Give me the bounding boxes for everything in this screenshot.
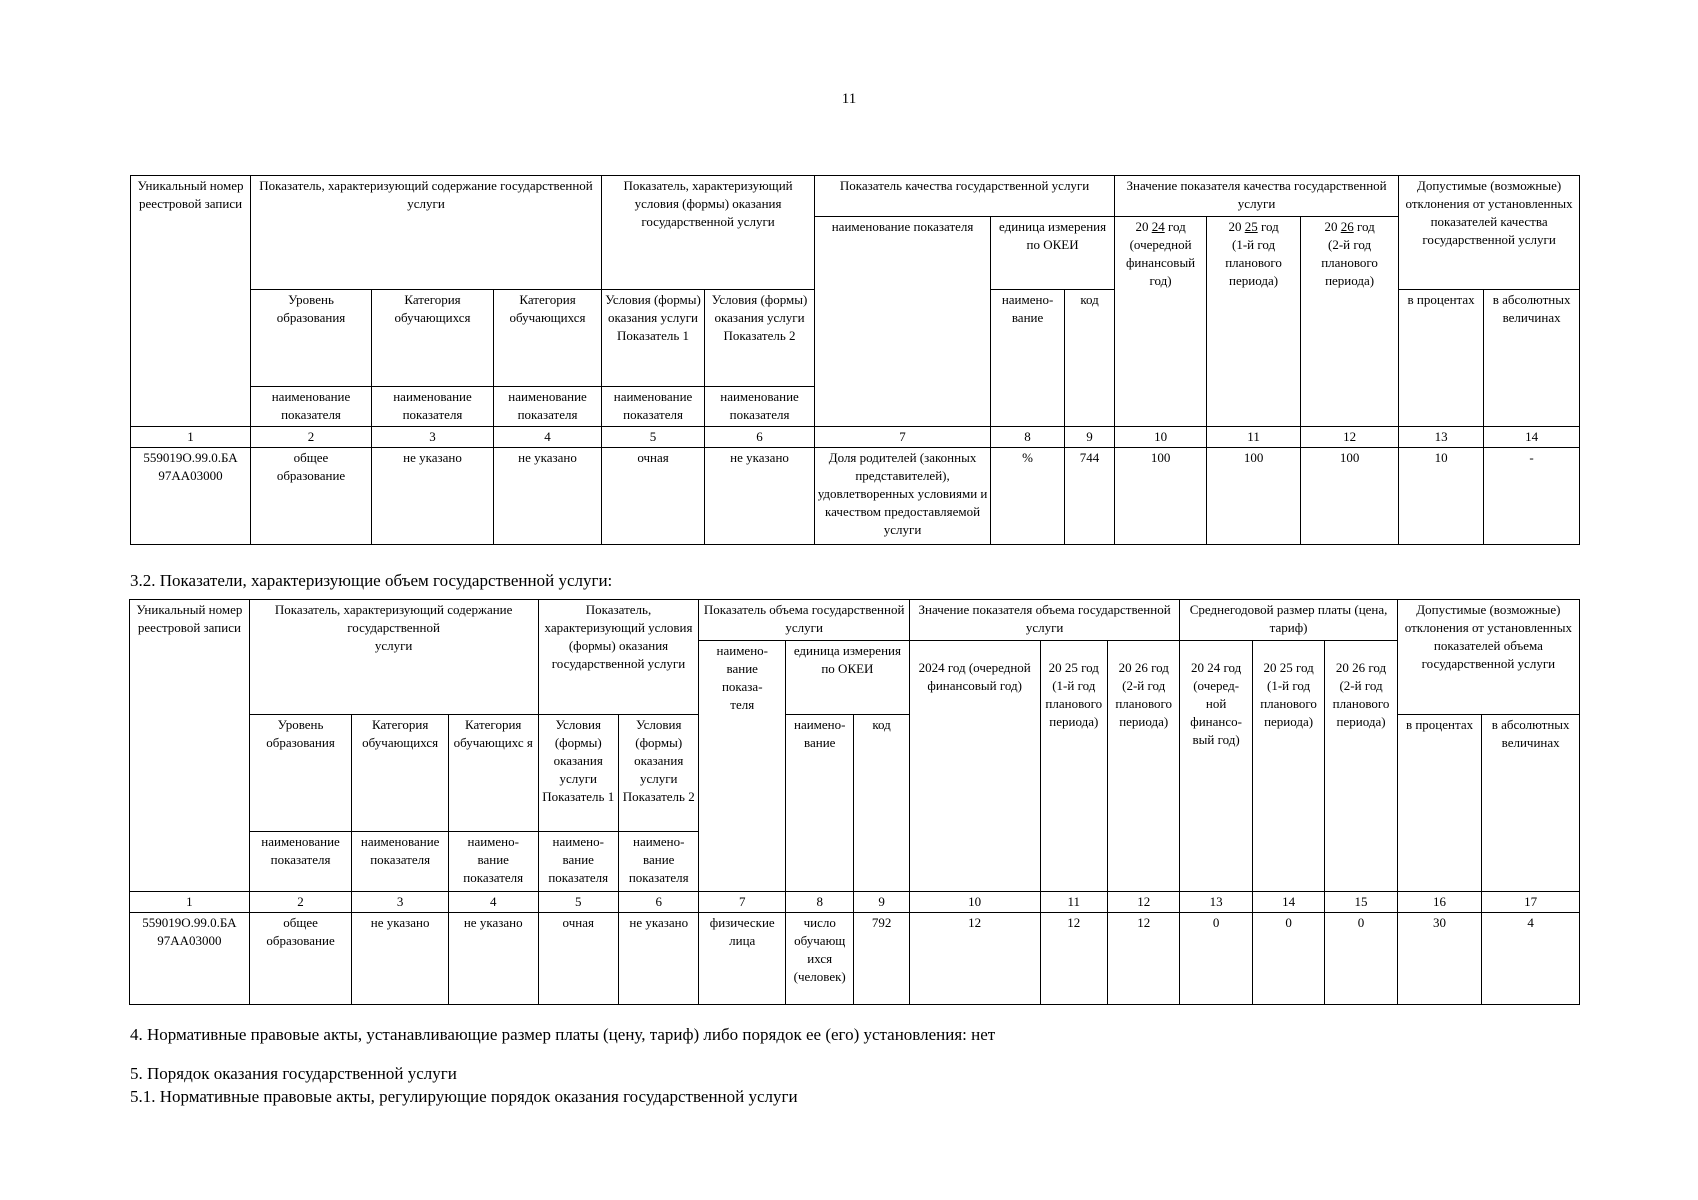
header-level: Уровень образования: [251, 290, 372, 387]
column-number: 1: [130, 892, 250, 913]
cell-category-2: не указано: [494, 448, 602, 545]
cell-category-2: не указано: [448, 913, 538, 1005]
column-number: 10: [1115, 427, 1207, 448]
header-unique-number: Уникальный номер реестровой записи: [131, 176, 251, 427]
column-number: 3: [372, 427, 494, 448]
header-category-1: Категория обучающихся: [372, 290, 494, 387]
cell-education-level: общее образование: [251, 448, 372, 545]
column-number: 7: [699, 892, 786, 913]
column-number: 5: [602, 427, 705, 448]
cell-indicator-name: физические лица: [699, 913, 786, 1005]
column-number: 10: [909, 892, 1040, 913]
header-quality-indicator: Показатель качества государственной услуги: [815, 176, 1115, 217]
header-average-fee: Среднегодовой размер платы (цена, тариф): [1180, 600, 1397, 641]
cell-value-2026: 100: [1301, 448, 1399, 545]
header-fee-2026: 20 26 год (2-й год планового периода): [1325, 641, 1397, 892]
column-number: 6: [705, 427, 815, 448]
header-unit: единица измерения по ОКЕИ: [786, 641, 910, 715]
column-number: 9: [1065, 427, 1115, 448]
header-in-absolute: в абсолютных величинах: [1484, 290, 1580, 427]
cell-registry-number: 559019О.99.0.БА 97АА03000: [131, 448, 251, 545]
header-indicator-name: наименование показателя: [815, 217, 991, 427]
header-sub-indicator-name: наименование показателя: [602, 387, 705, 427]
header-condition-2: Условия (формы) оказания услуги Показатель 2: [705, 290, 815, 387]
page-number: 11: [841, 91, 857, 107]
header-condition-2: Условия (формы) оказания услуги Показатель 2: [618, 715, 699, 832]
header-unit-code: код: [854, 715, 909, 892]
cell-deviation-absolute: -: [1484, 448, 1580, 545]
cell-unit-code: 744: [1065, 448, 1115, 545]
quality-indicators-table: [130, 175, 1580, 545]
cell-deviation-percent: 30: [1397, 913, 1482, 1005]
column-number: 14: [1252, 892, 1324, 913]
header-volume-value: Значение показателя объема государственной услуги: [909, 600, 1180, 641]
section-3-2-heading: 3.2. Показатели, характеризующие объем государственной услуги:: [130, 571, 613, 590]
header-sub-indicator-name: наимено- вание показателя: [618, 832, 699, 892]
header-in-percent: в процентах: [1399, 290, 1484, 427]
header-fee-2024: 20 24 год (очеред- ной финансо- вый год): [1180, 641, 1252, 892]
header-sub-indicator-name: наименование показателя: [352, 832, 449, 892]
cell-category-1: не указано: [372, 448, 494, 545]
column-number: 4: [494, 427, 602, 448]
header-sub-indicator-name: наимено- вание показателя: [448, 832, 538, 892]
column-number: 8: [786, 892, 854, 913]
column-number: 9: [854, 892, 909, 913]
header-condition-1: Условия (формы) оказания услуги Показатель 1: [602, 290, 705, 387]
header-category-1: Категория обучающихся: [352, 715, 449, 832]
column-number: 11: [1207, 427, 1301, 448]
column-number: 13: [1180, 892, 1252, 913]
cell-condition-2: не указано: [618, 913, 699, 1005]
cell-value-2025: 100: [1207, 448, 1301, 545]
header-indicator-name: наимено- вание показа- теля: [699, 641, 786, 892]
header-year-2026: 20 26 год (2-й год планового периода): [1301, 217, 1399, 427]
cell-indicator-name: Доля родителей (законных представителей), удовлетворенных условиями и качеством предоставляемой услуги: [815, 448, 991, 545]
section-5-1-text: 5.1. Нормативные правовые акты, регулирующие порядок оказания государственной услуги: [130, 1087, 798, 1106]
cell-unit-name: число обучающ ихся (человек): [786, 913, 854, 1005]
header-sub-indicator-name: наимено- вание показателя: [538, 832, 618, 892]
header-volume-2025: 20 25 год (1-й год планового периода): [1040, 641, 1107, 892]
header-volume-2024: 2024 год (очередной финансовый год): [909, 641, 1040, 892]
cell-volume-2026: 12: [1107, 913, 1179, 1005]
column-number: 13: [1399, 427, 1484, 448]
cell-condition-2: не указано: [705, 448, 815, 545]
column-number: 3: [352, 892, 449, 913]
cell-education-level: общее образование: [249, 913, 352, 1005]
column-number: 1: [131, 427, 251, 448]
column-number: 12: [1301, 427, 1399, 448]
header-sub-indicator-name: наименование показателя: [372, 387, 494, 427]
cell-unit-name: %: [991, 448, 1065, 545]
cell-volume-2024: 12: [909, 913, 1040, 1005]
header-in-percent: в процентах: [1397, 715, 1482, 892]
cell-condition-1: очная: [602, 448, 705, 545]
header-volume-indicator: Показатель объема государственной услуги: [699, 600, 909, 641]
header-deviations: Допустимые (возможные) отклонения от установленных показателей качества государственной услуги: [1399, 176, 1580, 290]
column-number: 12: [1107, 892, 1179, 913]
volume-indicators-table: [129, 599, 1580, 1005]
column-number: 8: [991, 427, 1065, 448]
cell-fee-2024: 0: [1180, 913, 1252, 1005]
header-sub-indicator-name: наименование показателя: [249, 832, 352, 892]
header-category-2: Категория обучающихся: [494, 290, 602, 387]
header-year-2024: 20 24 год (очередной финансовый год): [1115, 217, 1207, 427]
cell-deviation-percent: 10: [1399, 448, 1484, 545]
column-number: 4: [448, 892, 538, 913]
cell-value-2024: 100: [1115, 448, 1207, 545]
cell-category-1: не указано: [352, 913, 449, 1005]
cell-condition-1: очная: [538, 913, 618, 1005]
header-unit: единица измерения по ОКЕИ: [991, 217, 1115, 290]
header-level: Уровень образования: [249, 715, 352, 832]
header-in-absolute: в абсолютных величинах: [1482, 715, 1580, 892]
cell-registry-number: 559019О.99.0.БА 97АА03000: [130, 913, 250, 1005]
header-quality-value: Значение показателя качества государственной услуги: [1115, 176, 1399, 217]
header-category-2: Категория обучающихс я: [448, 715, 538, 832]
cell-unit-code: 792: [854, 913, 909, 1005]
column-number: 2: [249, 892, 352, 913]
column-number: 16: [1397, 892, 1482, 913]
column-number: 7: [815, 427, 991, 448]
header-content-indicator: Показатель, характеризующий содержание государственной услуги: [249, 600, 538, 715]
cell-deviation-absolute: 4: [1482, 913, 1580, 1005]
header-sub-indicator-name: наименование показателя: [494, 387, 602, 427]
header-condition-1: Условия (формы) оказания услуги Показатель 1: [538, 715, 618, 832]
header-fee-2025: 20 25 год (1-й год планового периода): [1252, 641, 1324, 892]
section-5-heading: 5. Порядок оказания государственной услуги: [130, 1064, 457, 1083]
header-unit-code: код: [1065, 290, 1115, 427]
column-number: 14: [1484, 427, 1580, 448]
cell-fee-2026: 0: [1325, 913, 1397, 1005]
section-4-text: 4. Нормативные правовые акты, устанавливающие размер платы (цену, тариф) либо порядок ее (его) установления: нет: [130, 1025, 996, 1044]
header-volume-2026: 20 26 год (2-й год планового периода): [1107, 641, 1179, 892]
cell-volume-2025: 12: [1040, 913, 1107, 1005]
header-sub-indicator-name: наименование показателя: [251, 387, 372, 427]
header-sub-indicator-name: наименование показателя: [705, 387, 815, 427]
header-conditions-indicator: Показатель, характеризующий условия (формы) оказания государственной услуги: [538, 600, 699, 715]
column-number: 11: [1040, 892, 1107, 913]
header-content-indicator: Показатель, характеризующий содержание государственной услуги: [251, 176, 602, 290]
column-number: 2: [251, 427, 372, 448]
cell-fee-2025: 0: [1252, 913, 1324, 1005]
header-unit-name: наимено- вание: [991, 290, 1065, 427]
column-number: 17: [1482, 892, 1580, 913]
header-unit-name: наимено- вание: [786, 715, 854, 892]
header-year-2025: 20 25 год (1-й год планового периода): [1207, 217, 1301, 427]
column-number: 5: [538, 892, 618, 913]
column-number: 15: [1325, 892, 1397, 913]
header-deviations: Допустимые (возможные) отклонения от установленных показателей объема государственной услуги: [1397, 600, 1579, 715]
column-number: 6: [618, 892, 699, 913]
header-unique-number: Уникальный номер реестровой записи: [130, 600, 250, 892]
header-conditions-indicator: Показатель, характеризующий условия (формы) оказания государственной услуги: [602, 176, 815, 290]
